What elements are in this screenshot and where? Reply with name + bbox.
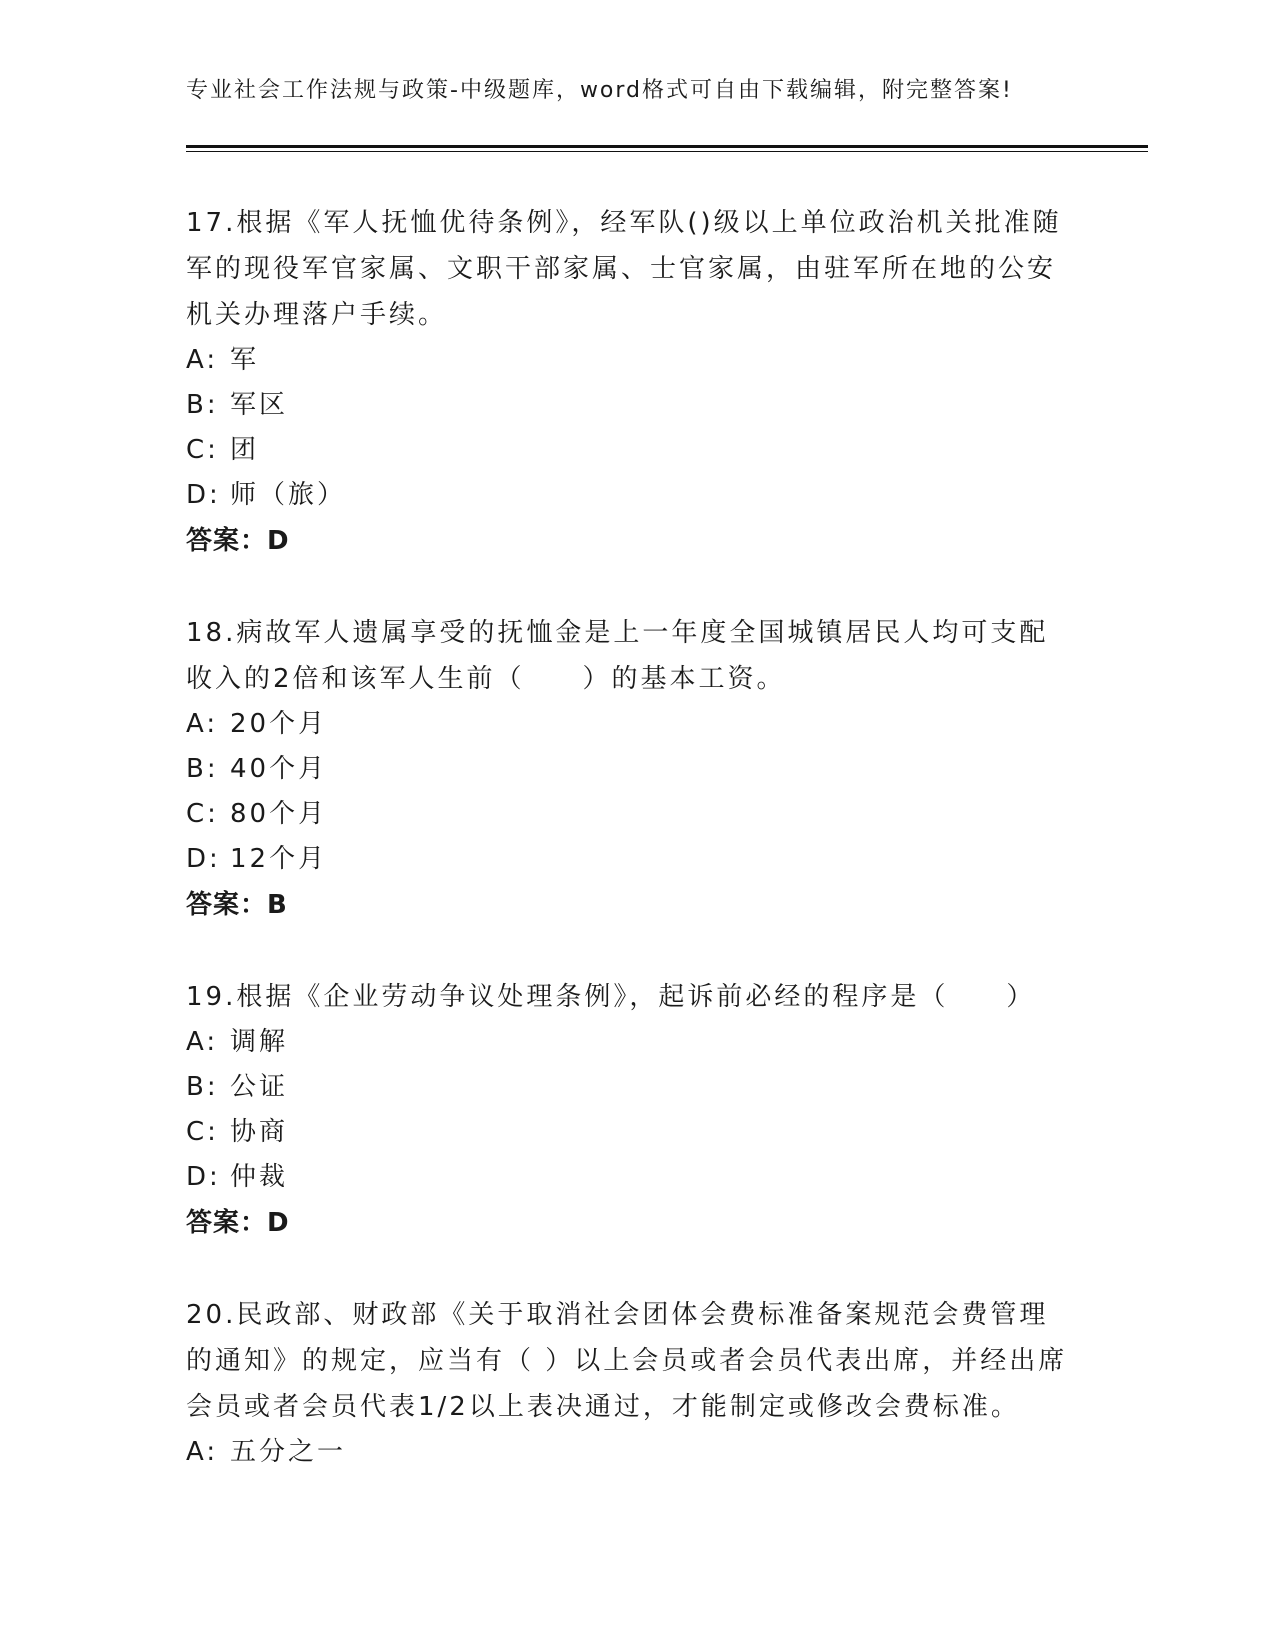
option-c <box>186 792 1076 837</box>
answer: 答案：D <box>186 1208 290 1238</box>
option-key: B: <box>186 1072 219 1102</box>
option-c <box>186 428 1076 473</box>
question-19 <box>186 974 1076 1246</box>
option-b <box>186 1065 1076 1110</box>
option-key: D: <box>186 844 221 874</box>
question-20 <box>186 1292 1076 1475</box>
header-rule-thick <box>186 145 1148 148</box>
option-key: C: <box>186 799 219 829</box>
option-text: 协商 <box>230 1117 289 1147</box>
option-a <box>186 1430 1076 1475</box>
option-text: 调解 <box>230 1027 289 1057</box>
option-c <box>186 1110 1076 1155</box>
question-17 <box>186 200 1076 564</box>
page-header: 专业社会工作法规与政策-中级题库，word格式可自由下载编辑，附完整答案! <box>186 78 1013 103</box>
option-key: B: <box>186 754 219 784</box>
question-stem: 19.根据《企业劳动争议处理条例》，起诉前必经的程序是（ ） <box>186 982 1036 1012</box>
question-stem: 18.病故军人遗属享受的抚恤金是上一年度全国城镇居民人均可支配收入的2倍和该军人生前（ ）的基本工资。 <box>186 618 1049 694</box>
header-rule-thin <box>186 151 1148 152</box>
option-text: 80个月 <box>230 799 328 829</box>
option-text: 五分之一 <box>230 1437 347 1467</box>
option-key: C: <box>186 1117 219 1147</box>
option-key: A: <box>186 345 219 375</box>
option-text: 40个月 <box>230 754 328 784</box>
option-key: A: <box>186 1027 219 1057</box>
option-key: B: <box>186 390 219 420</box>
option-key: A: <box>186 709 219 739</box>
option-b <box>186 747 1076 792</box>
option-key: A: <box>186 1437 219 1467</box>
question-list <box>186 200 1076 1521</box>
option-a <box>186 338 1076 383</box>
option-text: 仲裁 <box>230 1162 289 1192</box>
option-text: 军区 <box>230 390 289 420</box>
option-a <box>186 1020 1076 1065</box>
answer: 答案：B <box>186 890 288 920</box>
option-text: 12个月 <box>230 844 328 874</box>
question-stem: 20.民政部、财政部《关于取消社会团体会费标准备案规范会费管理的通知》的规定，应当有（ ）以上会员或者会员代表出席，并经出席会员或者会员代表1/2以上表决通过，才能制定或修改会费标准。 <box>186 1300 1068 1422</box>
option-key: D: <box>186 480 221 510</box>
option-d <box>186 473 1076 518</box>
option-text: 公证 <box>230 1072 289 1102</box>
option-key: D: <box>186 1162 221 1192</box>
option-text: 20个月 <box>230 709 328 739</box>
option-text: 团 <box>230 435 260 465</box>
option-d <box>186 837 1076 882</box>
option-b <box>186 383 1076 428</box>
answer: 答案：D <box>186 526 290 556</box>
option-text: 师（旅） <box>230 480 347 510</box>
question-18 <box>186 610 1076 928</box>
option-d <box>186 1155 1076 1200</box>
option-text: 军 <box>230 345 260 375</box>
question-stem: 17.根据《军人抚恤优待条例》，经军队()级以上单位政治机关批准随军的现役军官家属、文职干部家属、士官家属，由驻军所在地的公安机关办理落户手续。 <box>186 208 1062 330</box>
option-a <box>186 702 1076 747</box>
option-key: C: <box>186 435 219 465</box>
